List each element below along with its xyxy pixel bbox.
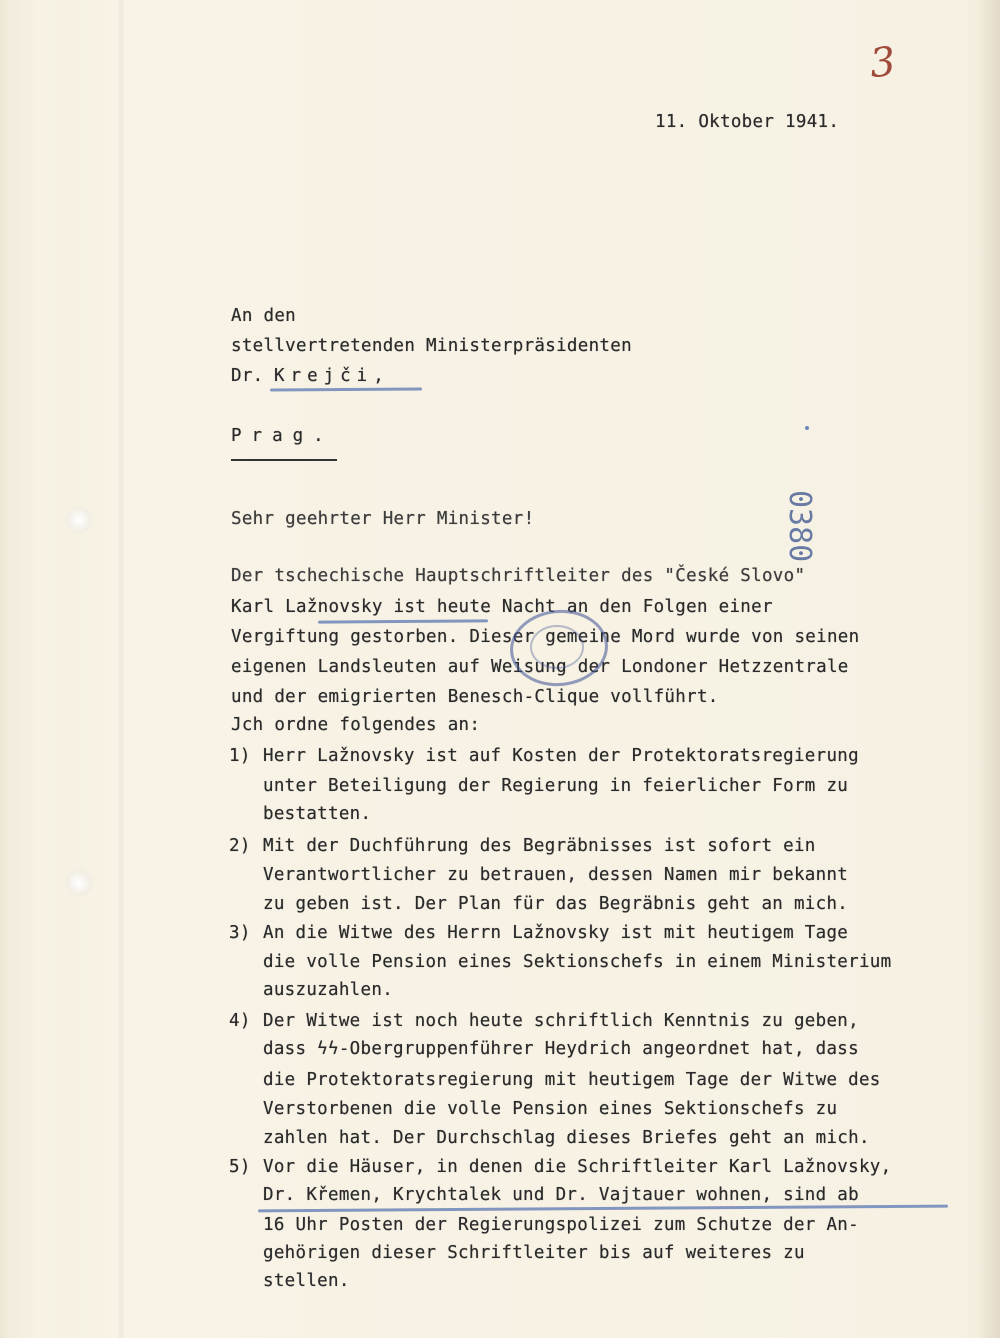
body-line: eigenen Landsleuten auf Weisung der Londoner Hetzzentrale [231, 657, 849, 677]
recipient-line-1: An den [231, 306, 297, 326]
item-line: zu geben ist. Der Plan für das Begräbnis geht an mich. [263, 894, 849, 914]
item-line: auszuzahlen. [263, 980, 394, 1000]
body-line: Vergiftung gestorben. Dieser gemeine Mord wurde von seinen [231, 627, 860, 647]
item-number: 2) [229, 836, 251, 856]
item-line: gehörigen dieser Schriftleiter bis auf weiteres zu [263, 1243, 805, 1263]
ink-dot [805, 426, 809, 430]
item-line: unter Beteiligung der Regierung in feierlicher Form zu [263, 776, 849, 796]
names-underline [258, 1205, 948, 1213]
recipient-city: Prag. [231, 426, 334, 446]
item-line: Verantwortlicher zu betrauen, dessen Namen mir bekannt [263, 865, 849, 885]
body-line: Der tschechische Hauptschriftleiter des "České Slovo" [231, 566, 806, 586]
body-line: Jch ordne folgendes an: [231, 715, 481, 735]
item-number: 4) [229, 1011, 251, 1031]
body-line: und der emigrierten Benesch-Clique vollführt. [231, 687, 719, 707]
item-line: 16 Uhr Posten der Regierungspolizei zum Schutze der An- [263, 1215, 859, 1235]
item-line: Mit der Duchführung des Begräbnisses ist sofort ein [263, 836, 816, 856]
item-line: Dr. Křemen, Krychtalek und Dr. Vajtauer wohnen, sind ab [263, 1185, 859, 1205]
item-line: Vor die Häuser, in denen die Schriftleiter Karl Lažnovsky, [263, 1157, 892, 1177]
item-line: stellen. [263, 1271, 350, 1291]
item-line: Verstorbenen die volle Pension eines Sektionschefs zu [263, 1099, 838, 1119]
paper-edge [978, 0, 1000, 1338]
item-number: 5) [229, 1157, 251, 1177]
handwritten-page-number: 3 [867, 38, 898, 88]
recipient-title: Dr. [231, 366, 264, 386]
city-underline [231, 459, 337, 461]
item-line: zahlen hat. Der Durchschlag dieses Briefes geht an mich. [263, 1128, 870, 1148]
recipient-name: Krejči, [274, 366, 390, 386]
official-seal-inner [530, 625, 584, 669]
item-line: die volle Pension eines Sektionschefs in einem Ministerium [263, 952, 892, 972]
item-line: Der Witwe ist noch heute schriftlich Kenntnis zu geben, [263, 1011, 859, 1031]
item-line: bestatten. [263, 804, 372, 824]
item-number: 3) [229, 923, 251, 943]
item-line: An die Witwe des Herrn Lažnovsky ist mit heutigem Tage [263, 923, 849, 943]
item-line: die Protektoratsregierung mit heutigem Tage der Witwe des [263, 1070, 881, 1090]
name-underline [270, 387, 422, 391]
item-line: Herr Lažnovsky ist auf Kosten der Protektoratsregierung [263, 746, 859, 766]
item-line: dass ϟϟ-Obergruppenführer Heydrich angeordnet hat, dass [263, 1039, 859, 1059]
item-number: 1) [229, 746, 251, 766]
punch-hole [64, 868, 94, 898]
punch-hole [64, 505, 94, 535]
letter-date: 11. Oktober 1941. [655, 112, 840, 132]
body-line: Karl Lažnovsky ist heute Nacht an den Folgen einer [231, 597, 773, 617]
salutation: Sehr geehrter Herr Minister! [231, 509, 535, 529]
recipient-line-2: stellvertretenden Ministerpräsidenten [231, 336, 632, 356]
name-underline [318, 619, 488, 623]
stamp-number: 0380 [782, 490, 817, 563]
paper-fold [118, 0, 124, 1338]
